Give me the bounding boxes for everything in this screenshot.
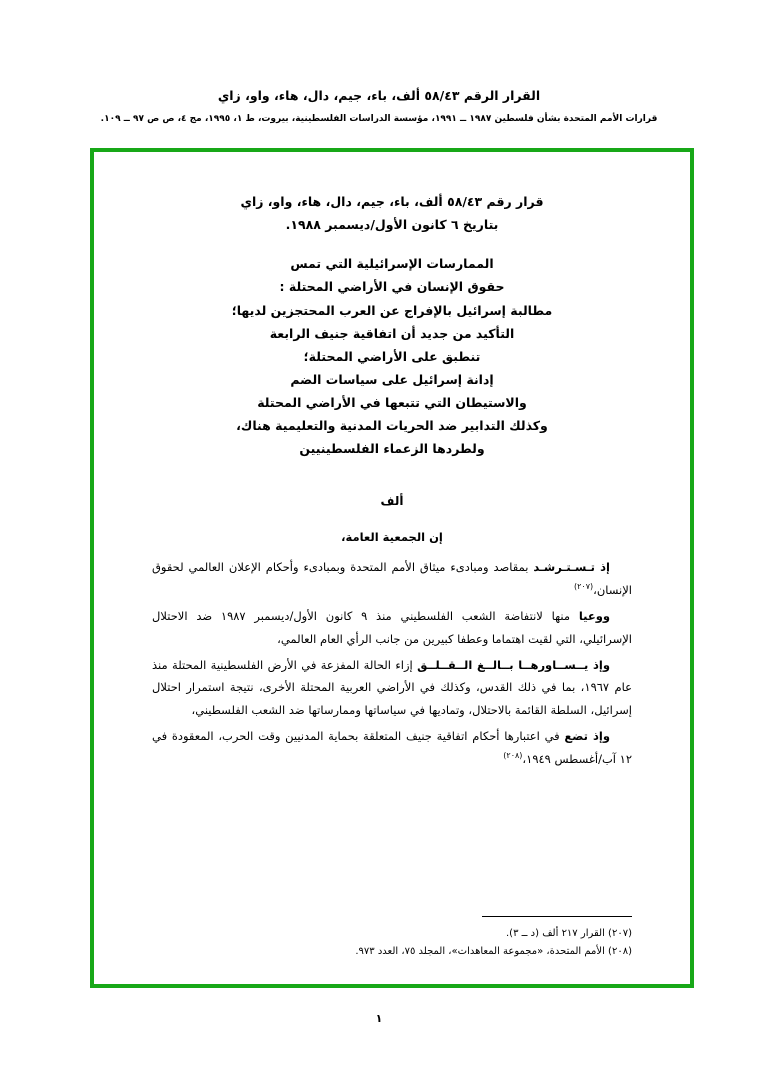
preamble-paragraph	[152, 556, 632, 601]
preamble-paragraphs	[152, 556, 632, 770]
header-source-citation: قرارات الأمم المتحدة بشأن فلسطين ١٩٨٧ ــ ١٩٩١، مؤسسة الدراسات الفلسطينية، بيروت، ط ١، ١٩٩٥، مج ٤، ص ص ٩٧ ــ ١٠٩.	[100, 114, 658, 125]
title-line: والاستيطان التي تتبعها في الأراضي المحتلة	[257, 395, 527, 410]
title-line: تنطبق على الأراضي المحتلة؛	[303, 348, 481, 364]
preamble-paragraph	[152, 654, 632, 721]
title-line: التأكيد من جديد أن اتفاقية جنيف الرابعة	[269, 325, 515, 341]
paragraph-text: منها لانتفاضة الشعب الفلسطيني منذ ٩ كانون الأول/ديسمبر ١٩٨٧ ضد الاحتلال الإسرائيلي، التي لقيت اهتماما وعطفا كبيرين من جانب الرأي العام العالمي،	[152, 609, 632, 646]
footnote-item: (٢٠٧) القرار ٢١٧ ألف (د ــ ٣).	[505, 928, 632, 939]
header-title: القرار الرقم ٥٨/٤٣ ألف، باء، جيم، دال، هاء، واو، زاي	[217, 88, 541, 103]
title-line: الممارسات الإسرائيلية التي تمس	[290, 256, 494, 272]
footnote-item: (٢٠٨) الأمم المتحدة، «مجموعة المعاهدات»، المجلد ٧٥، العدد ٩٧٣.	[355, 945, 632, 957]
title-line: مطالبة إسرائيل بالإفراج عن العرب المحتجزين لديها؛	[231, 302, 553, 318]
title-line: حقوق الإنسان في الأراضي المحتلة :	[279, 279, 505, 295]
resolution-heading	[152, 190, 632, 236]
frame-content	[94, 152, 690, 984]
section-letter: ألف	[380, 494, 404, 509]
title-line: إدانة إسرائيل على سياسات الضم	[290, 371, 494, 387]
paragraph-lead: إذ تـسـتـرشـد	[533, 560, 610, 575]
green-border-frame	[90, 148, 694, 988]
preamble-paragraph	[152, 605, 632, 650]
preamble-paragraph	[152, 725, 632, 770]
paragraph-text: في اعتبارها أحكام اتفاقية جنيف المتعلقة بحماية المدنيين وقت الحرب، المعقودة في ١٢ آب/أغسطس ١٩٤٩،	[152, 729, 632, 766]
resolution-heading-line-1: قرار رقم ٥٨/٤٣ ألف، باء، جيم، دال، هاء، واو، زاي	[240, 194, 544, 209]
resolution-title-block	[152, 252, 632, 460]
paragraph-lead: وإذ تضع	[564, 729, 610, 744]
preamble-intro: إن الجمعية العامة،	[341, 530, 443, 545]
title-line: ولطردها الزعماء الفلسطينيين	[299, 441, 485, 457]
paragraph-lead: ووعيا	[578, 609, 610, 624]
title-line: وكذلك التدابير ضد الحريات المدنية والتعليمية هناك،	[236, 418, 548, 434]
paragraph-text: إزاء الحالة المفزعة في الأرض الفلسطينية المحتلة منذ عام ١٩٦٧، بما في ذلك القدس، وكذلك في الأراضي العربية المحتلة الأخرى، نتيجة استمرار احتلال إسرائيل، السلطة القائمة بالاحتلال، وتماديها في سياساتها وممارساتها ضد الشعب الفلسطيني،	[152, 658, 632, 717]
footnotes-block	[202, 916, 632, 960]
footnote-ref: (٢٠٨)	[503, 750, 523, 760]
document-header	[0, 88, 758, 126]
resolution-heading-line-2: بتاريخ ٦ كانون الأول/ديسمبر ١٩٨٨.	[285, 217, 499, 233]
paragraph-text: بمقاصد ومبادىء ميثاق الأمم المتحدة وبمبادىء وأحكام الإعلان العالمي لحقوق الإنسان،	[152, 560, 632, 597]
page-number: ١	[375, 1012, 383, 1025]
footnote-separator-rule	[482, 916, 632, 917]
paragraph-lead: وإذ يــســاورهــا بــالــغ الــقــلــق	[417, 658, 611, 673]
footnote-ref: (٢٠٧)	[573, 581, 594, 591]
